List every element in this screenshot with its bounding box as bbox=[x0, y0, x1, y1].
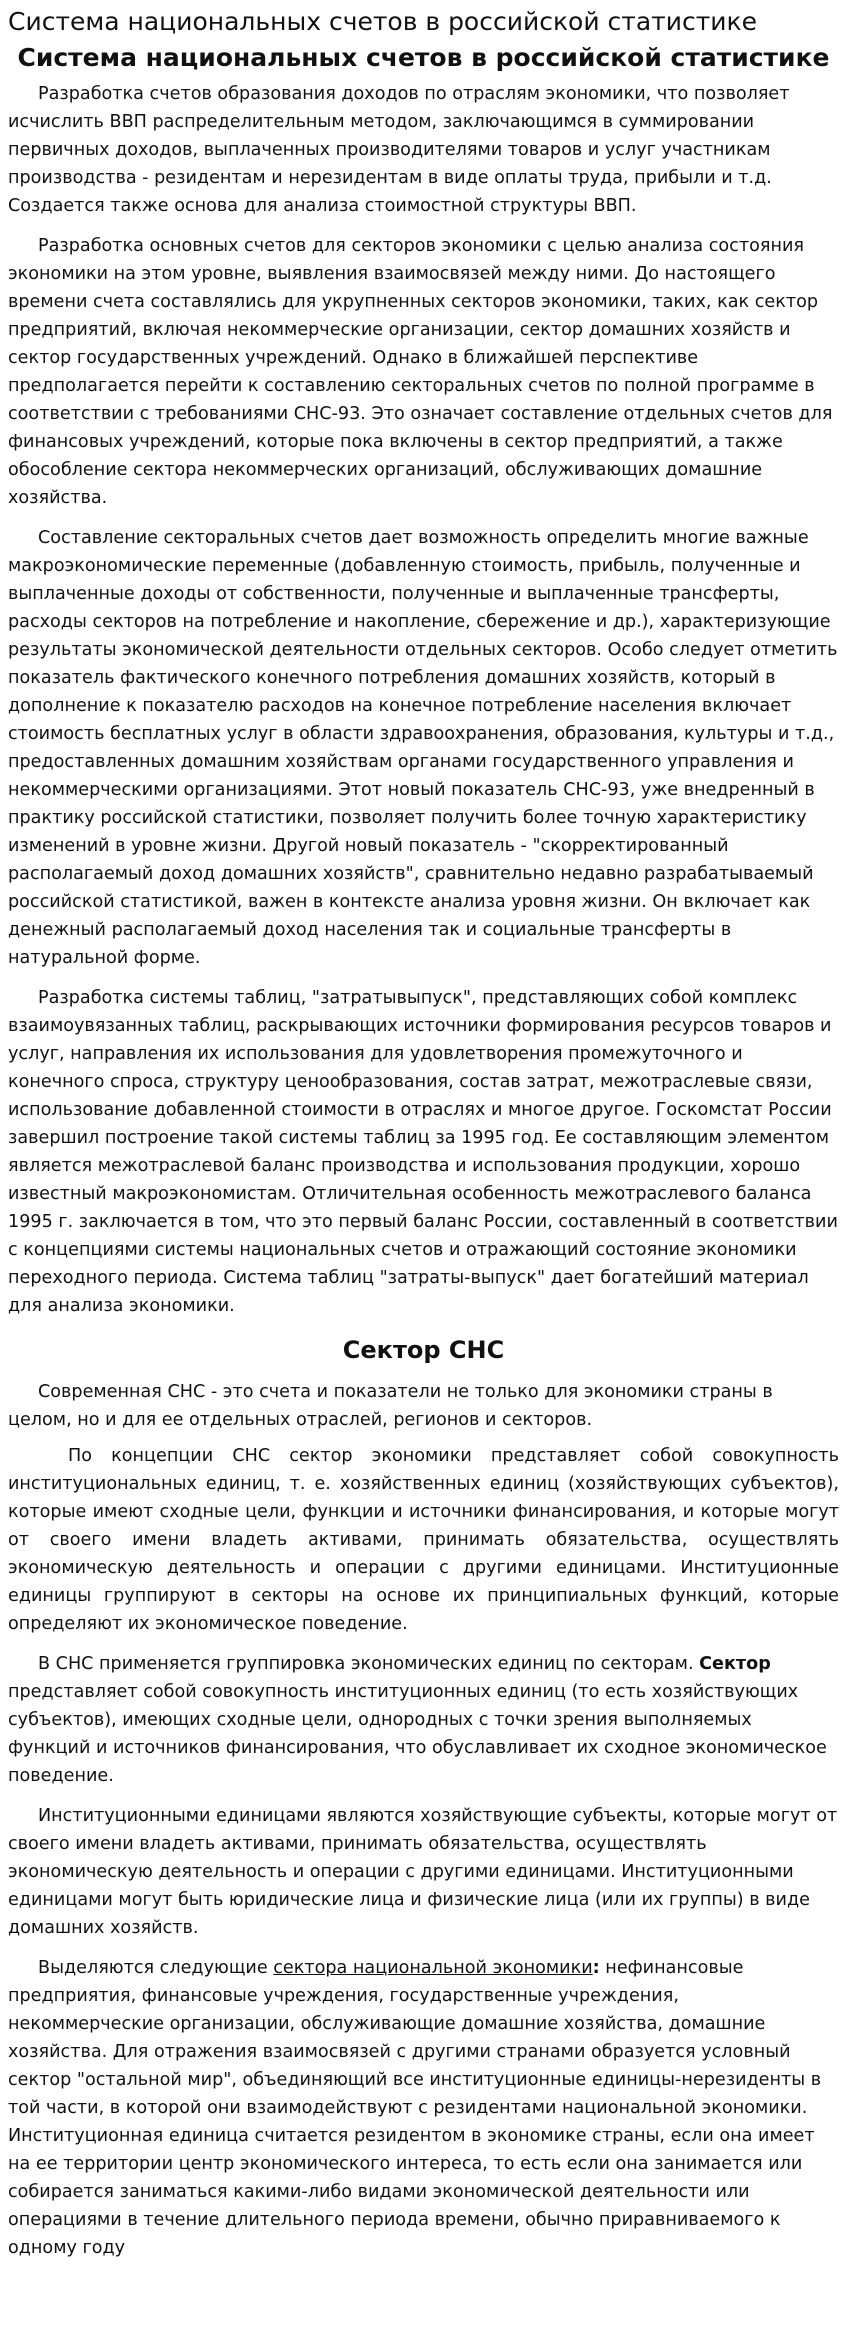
paragraph-income-accounts: Разработка счетов образования доходов по отраслям экономики, что позволяет исчислить ВВП распределительным методом, заключающимся в суммировании первичных доходов, выплаченных производителями товаров и услуг участникам производства - резидентам и нерезидентам в виде оплаты труда, прибыли и т.д. Создается также основа для анализа стоимостной структуры ВВП. bbox=[8, 84, 790, 216]
economy-sectors-intro: Выделяются следующие bbox=[38, 1958, 274, 1978]
national-economy-sectors-link[interactable]: сектора национальной экономики bbox=[273, 1958, 593, 1978]
paragraph-sector-accounts: Разработка основных счетов для секторов экономики с целью анализа состояния экономики на этом уровне, выявления взаимосвязей между ними. До настоящего времени счета составлялись для укрупненных секторов экономики, таких, как сектор предприятий, включая некоммерческие организации, сектор домашних хозяйств и сектор государственных учреждений. Однако в ближайшей перспективе предполагается перейти к составлению секторальных счетов по полной программе в соответствии с требованиями СНС-93. Это означает составление отдельных счетов для финансовых учреждений, которые пока включены в сектор предприятий, а также обособление сектора некоммерческих организаций, обслуживающих домашние хозяйства. bbox=[8, 236, 833, 508]
sector-definition-intro: В СНС применяется группировка экономических единиц по секторам. bbox=[38, 1654, 700, 1674]
paragraph-economy-sectors bbox=[8, 1954, 839, 2262]
sector-term: Сектор bbox=[699, 1654, 771, 1674]
paragraph-input-output-tables: Разработка системы таблиц, "затратывыпуск", представляющих собой комплекс взаимоувязанных таблиц, раскрывающих источники формирования ресурсов товаров и услуг, направления их использования для удовлетворения промежуточного и конечного спроса, структуру ценообразования, состав затрат, межотраслевые связи, использование добавленной стоимости в отраслях и многое другое. Госкомстат России завершил построение такой системы таблиц за 1995 год. Ее составляющим элементом является межотраслевой баланс производства и использования продукции, хорошо известный макроэкономистам. Отличительная особенность межотраслевого баланса 1995 г. заключается в том, что это первый баланс России, составленный в соответствии с концепциями системы национальных счетов и отражающий состояние экономики переходного периода. Система таблиц "затраты-выпуск" дает богатейший материал для анализа экономики. bbox=[8, 988, 838, 1316]
economy-sectors-text: нефинансовые предприятия, финансовые учреждения, государственные учреждения, некоммерческие организации, обслуживающие домашние хозяйства, домашние хозяйства. Для отражения взаимосвязей с другими странами образуется условный сектор "остальной мир", объединяющий все институционные единицы-нерезиденты в той части, в которой они взаимодействуют с резидентами национальной экономики. Институционная единица считается резидентом в экономике страны, если она имеет на ее территории центр экономического интереса, то есть если она занимается или собирается заниматься какими-либо видами экономической деятельности или операциями в течение длительного периода времени, обычно приравниваемого к одному году bbox=[8, 1958, 822, 2258]
page-title: Система национальных счетов в российской статистике bbox=[8, 7, 758, 36]
economy-sectors-colon: : bbox=[592, 1958, 600, 1978]
paragraph-sectoral-accounts-variables: Составление секторальных счетов дает возможность определить многие важные макроэкономические переменные (добавленную стоимость, прибыль, полученные и выплаченные доходы от собственности, полученные и выплаченные трансферты, расходы секторов на потребление и накопление, сбережение и др.), характеризующие результаты экономической деятельности отдельных секторов. Особо следует отметить показатель фактического конечного потребления домашних хозяйств, который в дополнение к показателю расходов на конечное потребление населения включает стоимость бесплатных услуг в области здравоохранения, образования, культуры и т.д., предоставленных домашним хозяйствам органами государственного управления и некоммерческими организациями. Этот новый показатель СНС-93, уже внедренный в практику российской статистики, позволяет получить более точную характеристику изменений в уровне жизни. Другой новый показатель - "скорректированный располагаемый доход домашних хозяйств", сравнительно недавно разрабатываемый российской статистикой, важен в контексте анализа уровня жизни. Он включает как денежный располагаемый доход населения так и социальные трансферты в натуральной форме. bbox=[8, 528, 838, 968]
section-title-sector-sns: Сектор СНС bbox=[342, 1336, 505, 1364]
paragraph-sector-concept: По концепции СНС сектор экономики представляет собой совокупность институциональных единиц, т. е. хозяйственных единиц (хозяйствующих субъектов), которые имеют сходные цели, функции и источники финансирования, и которые могут от своего имени владеть активами, принимать обязательства, осуществлять экономическую деятельность и операции с другими единицами. Институционные единицы группируют в секторы на основе их принципиальных функций, которые определяют их экономическое поведение. bbox=[8, 1446, 839, 1634]
paragraph-modern-sns: Современная СНС - это счета и показатели не только для экономики страны в целом, но и для ее отдельных отраслей, регионов и секторов. bbox=[8, 1382, 773, 1430]
paragraph-sector-definition bbox=[8, 1650, 839, 1790]
document-title: Система национальных счетов в российской статистике bbox=[17, 43, 830, 72]
sector-definition-text: представляет собой совокупность институционных единиц (то есть хозяйствующих субъектов), имеющих сходные цели, однородных с точки зрения выполняемых функций и источников финансирования, что обуславливает их сходное экономическое поведение. bbox=[8, 1682, 827, 1786]
paragraph-institutional-units: Институционными единицами являются хозяйствующие субъекты, которые могут от своего имени владеть активами, принимать обязательства, осуществлять экономическую деятельность и операции с другими единицами. Институционными единицами могут быть юридические лица и физические лица (или их группы) в виде домашних хозяйств. bbox=[8, 1806, 838, 1938]
